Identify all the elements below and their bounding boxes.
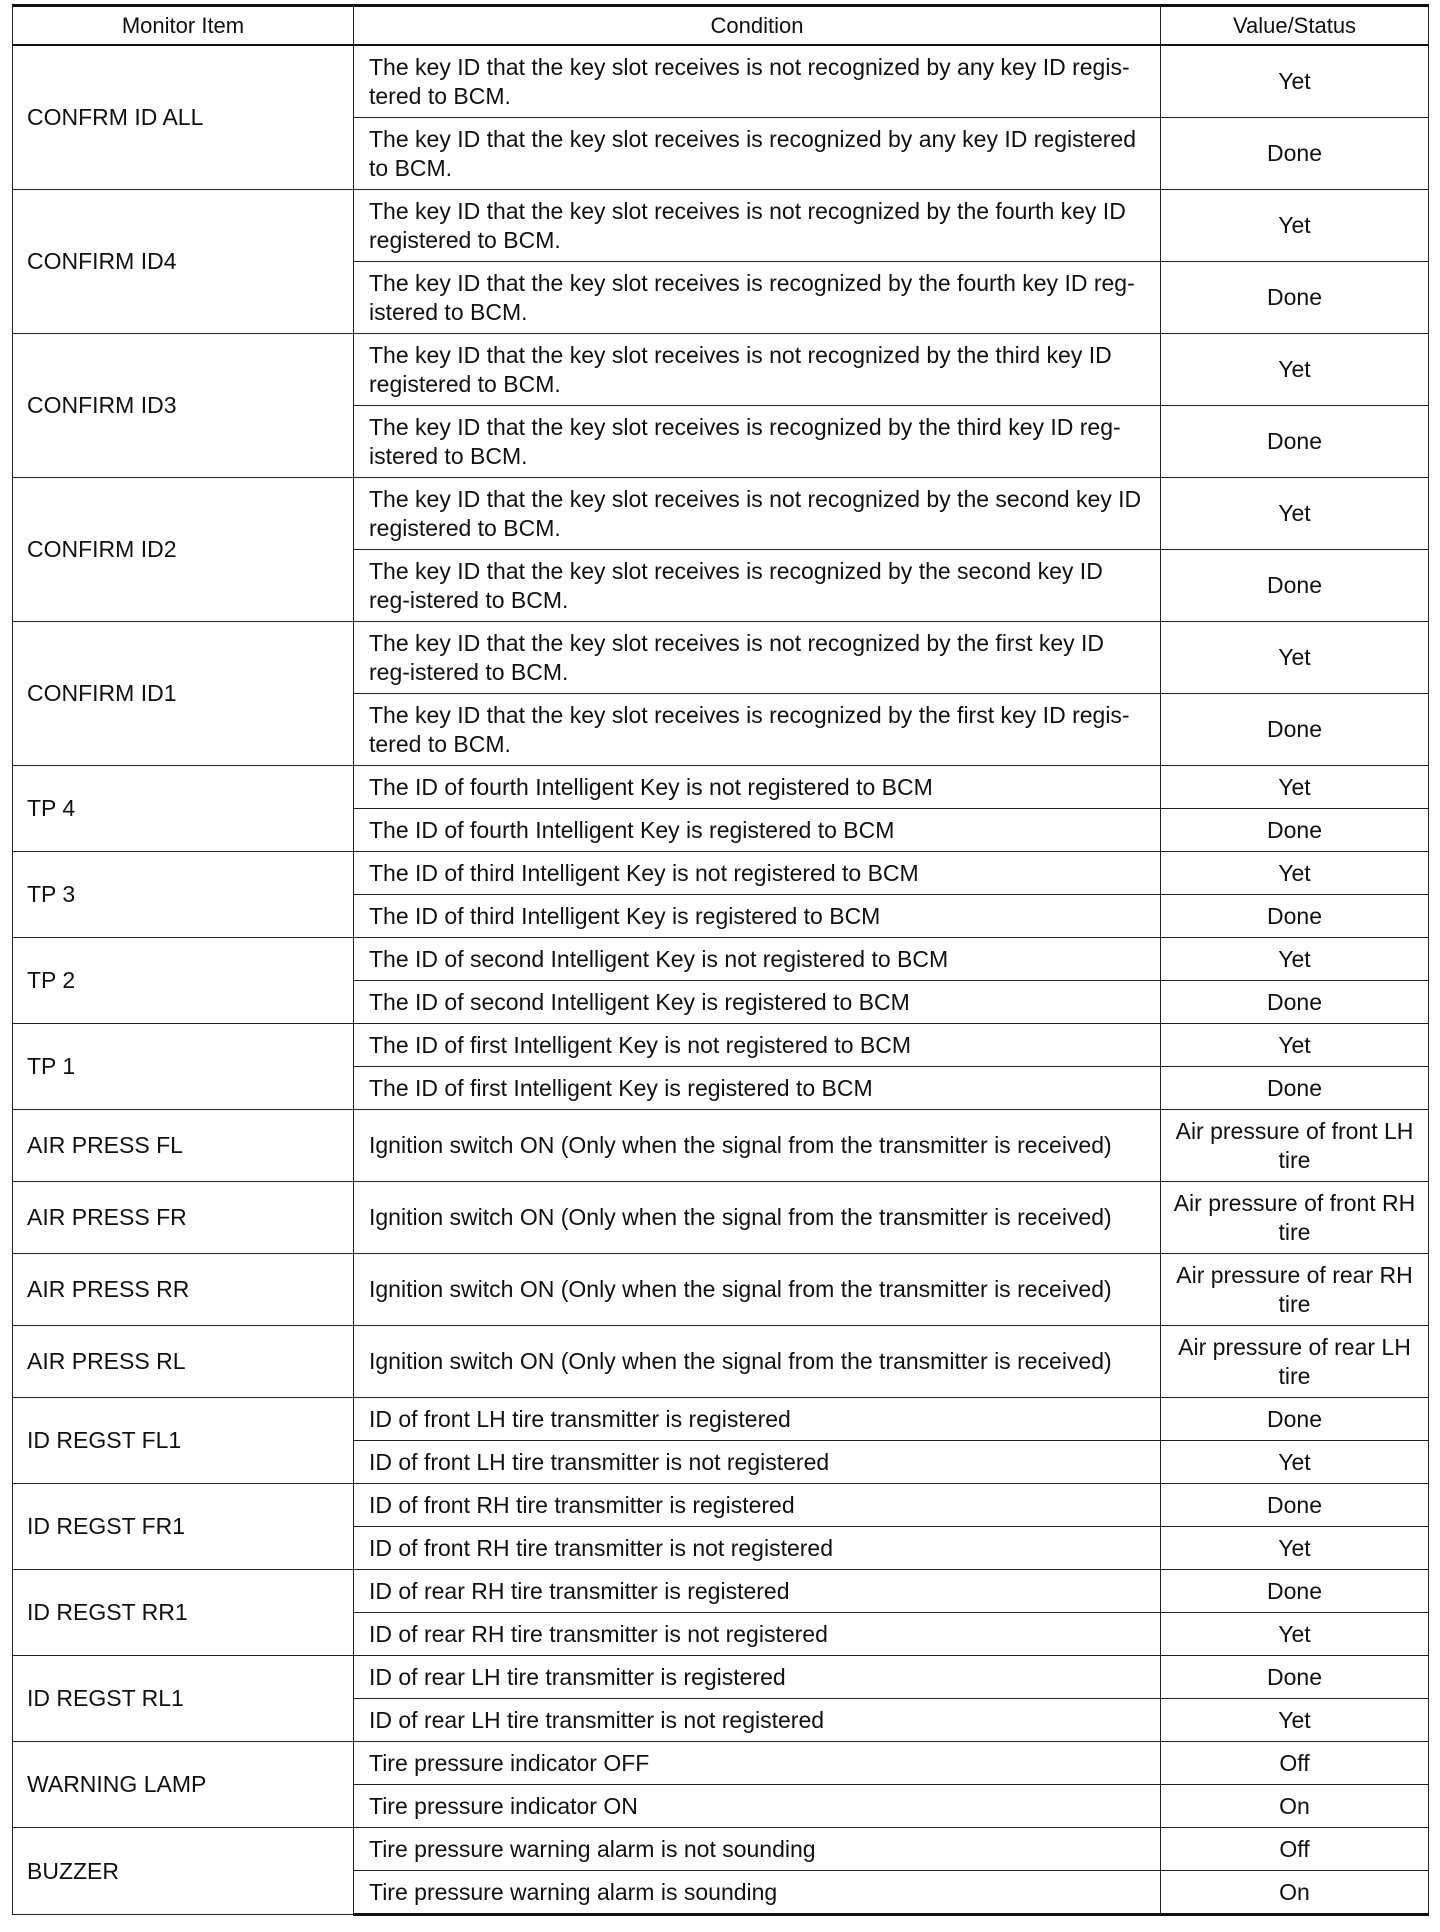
table-row — [13, 852, 1429, 895]
condition-cell: Ignition switch ON (Only when the signal from the transmitter is received) — [354, 1254, 1161, 1326]
value-status-cell: Done — [1161, 694, 1429, 766]
value-status-cell: Yet — [1161, 1699, 1429, 1742]
monitor-item-cell: BUZZER — [13, 1828, 354, 1915]
value-status-cell: Done — [1161, 118, 1429, 190]
condition-cell: The ID of first Intelligent Key is not registered to BCM — [354, 1024, 1161, 1067]
value-status-cell: Yet — [1161, 1024, 1429, 1067]
monitor-item-cell: WARNING LAMP — [13, 1742, 354, 1828]
condition-cell: Tire pressure warning alarm is sounding — [354, 1871, 1161, 1915]
header-monitor-item: Monitor Item — [13, 6, 354, 46]
condition-cell: The key ID that the key slot receives is not recognized by the second key ID registered to BCM. — [354, 478, 1161, 550]
condition-cell: The ID of fourth Intelligent Key is not registered to BCM — [354, 766, 1161, 809]
value-status-cell: Yet — [1161, 45, 1429, 118]
condition-cell: Tire pressure warning alarm is not sounding — [354, 1828, 1161, 1871]
value-status-cell: Yet — [1161, 852, 1429, 895]
condition-cell: The ID of first Intelligent Key is registered to BCM — [354, 1067, 1161, 1110]
value-status-cell: Done — [1161, 262, 1429, 334]
condition-cell: The ID of fourth Intelligent Key is registered to BCM — [354, 809, 1161, 852]
monitor-item-cell: TP 1 — [13, 1024, 354, 1110]
condition-cell: The key ID that the key slot receives is recognized by the first key ID regis-tered to BCM. — [354, 694, 1161, 766]
condition-cell: ID of front RH tire transmitter is registered — [354, 1484, 1161, 1527]
monitor-item-document — [12, 4, 1428, 1916]
table-row — [13, 478, 1429, 550]
table-row — [13, 766, 1429, 809]
value-status-cell: Done — [1161, 1484, 1429, 1527]
header-value-status: Value/Status — [1161, 6, 1429, 46]
value-status-cell: Off — [1161, 1742, 1429, 1785]
monitor-item-cell: AIR PRESS FL — [13, 1110, 354, 1182]
condition-cell: Tire pressure indicator ON — [354, 1785, 1161, 1828]
condition-cell: Ignition switch ON (Only when the signal from the transmitter is received) — [354, 1326, 1161, 1398]
value-status-cell: On — [1161, 1785, 1429, 1828]
value-status-cell: Off — [1161, 1828, 1429, 1871]
condition-cell: Ignition switch ON (Only when the signal from the transmitter is received) — [354, 1110, 1161, 1182]
value-status-cell: On — [1161, 1871, 1429, 1915]
condition-cell: Ignition switch ON (Only when the signal from the transmitter is received) — [354, 1182, 1161, 1254]
monitor-item-cell: ID REGST FR1 — [13, 1484, 354, 1570]
condition-cell: The ID of third Intelligent Key is not registered to BCM — [354, 852, 1161, 895]
value-status-cell: Yet — [1161, 1527, 1429, 1570]
condition-cell: The key ID that the key slot receives is not recognized by the fourth key ID registered to BCM. — [354, 190, 1161, 262]
monitor-item-cell: CONFIRM ID1 — [13, 622, 354, 766]
value-status-cell: Yet — [1161, 1441, 1429, 1484]
value-status-cell: Done — [1161, 1067, 1429, 1110]
monitor-item-cell: TP 2 — [13, 938, 354, 1024]
condition-cell: ID of rear LH tire transmitter is registered — [354, 1656, 1161, 1699]
monitor-item-cell: AIR PRESS RL — [13, 1326, 354, 1398]
value-status-cell: Air pressure of front RH tire — [1161, 1182, 1429, 1254]
monitor-item-cell: TP 4 — [13, 766, 354, 852]
value-status-cell: Done — [1161, 1570, 1429, 1613]
condition-cell: The key ID that the key slot receives is not recognized by the first key ID reg-istered to BCM. — [354, 622, 1161, 694]
value-status-cell: Done — [1161, 981, 1429, 1024]
header-row — [13, 6, 1429, 46]
monitor-item-cell: ID REGST FL1 — [13, 1398, 354, 1484]
table-row — [13, 190, 1429, 262]
value-status-cell: Yet — [1161, 478, 1429, 550]
value-status-cell: Done — [1161, 1398, 1429, 1441]
condition-cell: ID of front LH tire transmitter is registered — [354, 1398, 1161, 1441]
table-row — [13, 1254, 1429, 1326]
condition-cell: The key ID that the key slot receives is not recognized by any key ID regis-tered to BCM. — [354, 45, 1161, 118]
value-status-cell: Air pressure of rear RH tire — [1161, 1254, 1429, 1326]
condition-cell: The ID of second Intelligent Key is not registered to BCM — [354, 938, 1161, 981]
monitor-item-cell: CONFIRM ID2 — [13, 478, 354, 622]
condition-cell: The key ID that the key slot receives is not recognized by the third key ID registered to BCM. — [354, 334, 1161, 406]
condition-cell: ID of rear RH tire transmitter is not registered — [354, 1613, 1161, 1656]
value-status-cell: Done — [1161, 550, 1429, 622]
value-status-cell: Air pressure of rear LH tire — [1161, 1326, 1429, 1398]
value-status-cell: Yet — [1161, 334, 1429, 406]
monitor-item-cell: CONFIRM ID4 — [13, 190, 354, 334]
condition-cell: The ID of third Intelligent Key is registered to BCM — [354, 895, 1161, 938]
value-status-cell: Done — [1161, 895, 1429, 938]
monitor-item-cell: AIR PRESS RR — [13, 1254, 354, 1326]
condition-cell: Tire pressure indicator OFF — [354, 1742, 1161, 1785]
condition-cell: ID of front RH tire transmitter is not registered — [354, 1527, 1161, 1570]
condition-cell: ID of front LH tire transmitter is not registered — [354, 1441, 1161, 1484]
table-header — [13, 6, 1429, 46]
value-status-cell: Air pressure of front LH tire — [1161, 1110, 1429, 1182]
monitor-item-cell: CONFIRM ID3 — [13, 334, 354, 478]
value-status-cell: Yet — [1161, 622, 1429, 694]
table-row — [13, 1742, 1429, 1785]
value-status-cell: Yet — [1161, 938, 1429, 981]
table-row — [13, 1326, 1429, 1398]
header-condition: Condition — [354, 6, 1161, 46]
value-status-cell: Done — [1161, 1656, 1429, 1699]
table-row — [13, 1024, 1429, 1067]
table-row — [13, 1484, 1429, 1527]
table-row — [13, 45, 1429, 118]
monitor-item-table — [12, 4, 1429, 1916]
condition-cell: The key ID that the key slot receives is recognized by the fourth key ID reg-istered to BCM. — [354, 262, 1161, 334]
table-row — [13, 334, 1429, 406]
monitor-item-cell: ID REGST RR1 — [13, 1570, 354, 1656]
condition-cell: The key ID that the key slot receives is recognized by any key ID registered to BCM. — [354, 118, 1161, 190]
table-body — [13, 45, 1429, 1915]
condition-cell: ID of rear RH tire transmitter is registered — [354, 1570, 1161, 1613]
monitor-item-cell: AIR PRESS FR — [13, 1182, 354, 1254]
value-status-cell: Yet — [1161, 1613, 1429, 1656]
table-row — [13, 1828, 1429, 1871]
condition-cell: The key ID that the key slot receives is recognized by the third key ID reg-istered to BCM. — [354, 406, 1161, 478]
value-status-cell: Done — [1161, 809, 1429, 852]
monitor-item-cell: TP 3 — [13, 852, 354, 938]
monitor-item-cell: CONFRM ID ALL — [13, 45, 354, 190]
condition-cell: The key ID that the key slot receives is recognized by the second key ID reg-istered to BCM. — [354, 550, 1161, 622]
table-row — [13, 622, 1429, 694]
value-status-cell: Done — [1161, 406, 1429, 478]
table-row — [13, 1656, 1429, 1699]
monitor-item-cell: ID REGST RL1 — [13, 1656, 354, 1742]
condition-cell: The ID of second Intelligent Key is registered to BCM — [354, 981, 1161, 1024]
table-row — [13, 938, 1429, 981]
value-status-cell: Yet — [1161, 190, 1429, 262]
condition-cell: ID of rear LH tire transmitter is not registered — [354, 1699, 1161, 1742]
value-status-cell: Yet — [1161, 766, 1429, 809]
table-row — [13, 1110, 1429, 1182]
table-row — [13, 1398, 1429, 1441]
table-row — [13, 1570, 1429, 1613]
table-row — [13, 1182, 1429, 1254]
